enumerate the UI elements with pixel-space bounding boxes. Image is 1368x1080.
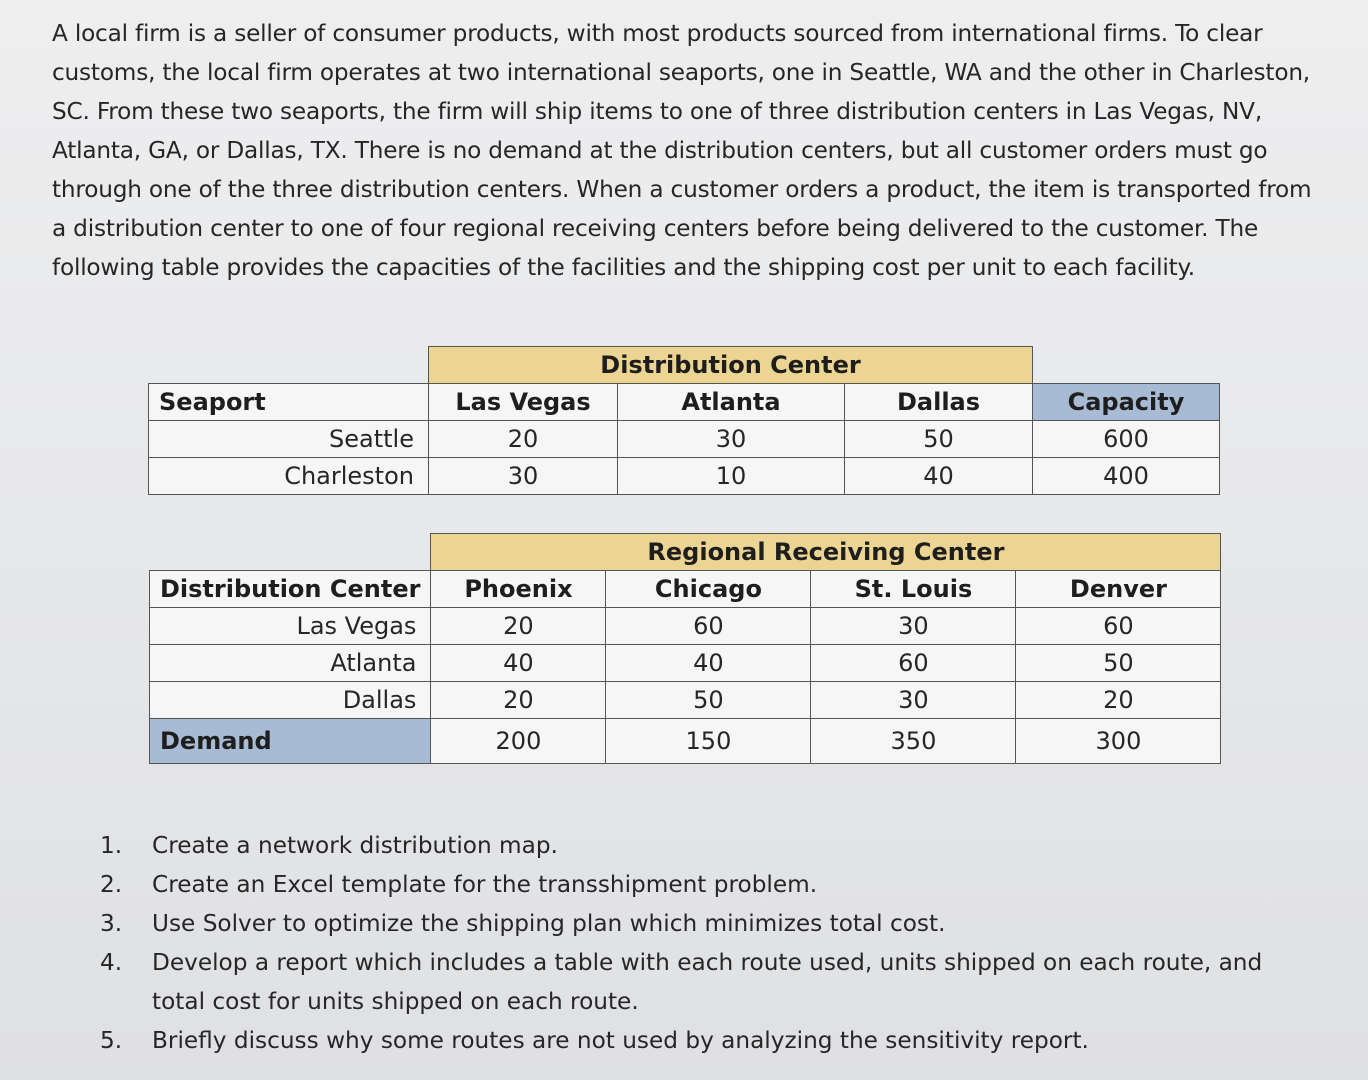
table-header-row <box>149 384 1220 421</box>
task-list <box>100 826 1320 1060</box>
demand-cell: 300 <box>1016 719 1221 764</box>
list-item <box>100 865 1320 904</box>
column-header: Denver <box>1016 571 1221 608</box>
column-header: Chicago <box>606 571 811 608</box>
distribution-center-header: Distribution Center <box>150 571 431 608</box>
table-cell: 20 <box>431 682 606 719</box>
task-text: Create an Excel template for the transshipment problem. <box>152 871 818 898</box>
table-row <box>149 347 1220 384</box>
task-text: Use Solver to optimize the shipping plan which minimizes total cost. <box>152 910 946 937</box>
task-text: Briefly discuss why some routes are not used by analyzing the sensitivity report. <box>152 1027 1089 1054</box>
table-cell: 60 <box>606 608 811 645</box>
task-number: 3. <box>100 910 123 937</box>
task-number: 2. <box>100 871 123 898</box>
row-label: Seattle <box>149 421 429 458</box>
column-header: Dallas <box>845 384 1033 421</box>
task-text: Develop a report which includes a table with each route used, units shipped on each route, and total cost for units shipped on each route. <box>152 949 1263 1015</box>
table-cell: 20 <box>429 421 618 458</box>
column-header: Las Vegas <box>429 384 618 421</box>
table-header-row <box>150 571 1221 608</box>
table-cell: 40 <box>845 458 1033 495</box>
demand-cell: 150 <box>606 719 811 764</box>
demand-row <box>150 719 1221 764</box>
task-number: 5. <box>100 1027 123 1054</box>
capacity-cell: 400 <box>1033 458 1220 495</box>
list-item <box>100 1021 1320 1060</box>
capacity-cell: 600 <box>1033 421 1220 458</box>
table-cell: 60 <box>811 645 1016 682</box>
table-row <box>149 421 1220 458</box>
capacity-header: Capacity <box>1033 384 1220 421</box>
task-number: 1. <box>100 832 123 859</box>
table-cell: 30 <box>811 682 1016 719</box>
distribution-cost-table <box>149 533 1221 764</box>
table-cell: 30 <box>429 458 618 495</box>
table-cell: 60 <box>1016 608 1221 645</box>
task-text: Create a network distribution map. <box>152 832 558 859</box>
table-cell: 50 <box>1016 645 1221 682</box>
table-row <box>149 458 1220 495</box>
problem-statement: A local firm is a seller of consumer products, with most products sourced from international firms. To clear customs, the local firm operates at two international seaports, one in Seattle, WA and the other in Charleston, SC. From these two seaports, the firm will ship items to one of three distribution centers in Las Vegas, NV, Atlanta, GA, or Dallas, TX. There is no demand at the distribution centers, but all customer orders must go through one of the three distribution centers. When a customer orders a product, the item is transported from a distribution center to one of four regional receiving centers before being delivered to the customer. The following table provides the capacities of the facilities and the shipping cost per unit to each facility. <box>52 20 1312 281</box>
column-header: Atlanta <box>618 384 845 421</box>
table-cell: 10 <box>618 458 845 495</box>
demand-cell: 200 <box>431 719 606 764</box>
distribution-center-group-header: Distribution Center <box>429 347 1033 384</box>
seaport-cost-table <box>148 346 1220 495</box>
seaport-header: Seaport <box>149 384 429 421</box>
row-label: Atlanta <box>150 645 431 682</box>
demand-cell: 350 <box>811 719 1016 764</box>
table-row <box>150 645 1221 682</box>
table-cell: 20 <box>1016 682 1221 719</box>
task-number: 4. <box>100 949 123 976</box>
table-row <box>150 534 1221 571</box>
table-cell: 30 <box>618 421 845 458</box>
row-label: Dallas <box>150 682 431 719</box>
list-item <box>100 904 1320 943</box>
column-header: St. Louis <box>811 571 1016 608</box>
list-item <box>100 943 1320 1021</box>
table-cell: 50 <box>845 421 1033 458</box>
demand-label: Demand <box>150 719 431 764</box>
row-label: Charleston <box>149 458 429 495</box>
table-cell: 30 <box>811 608 1016 645</box>
table-cell: 40 <box>431 645 606 682</box>
table-cell: 50 <box>606 682 811 719</box>
regional-receiving-center-group-header: Regional Receiving Center <box>431 534 1221 571</box>
table-cell: 20 <box>431 608 606 645</box>
row-label: Las Vegas <box>150 608 431 645</box>
column-header: Phoenix <box>431 571 606 608</box>
table-row <box>150 608 1221 645</box>
list-item <box>100 826 1320 865</box>
table-row <box>150 682 1221 719</box>
table-cell: 40 <box>606 645 811 682</box>
